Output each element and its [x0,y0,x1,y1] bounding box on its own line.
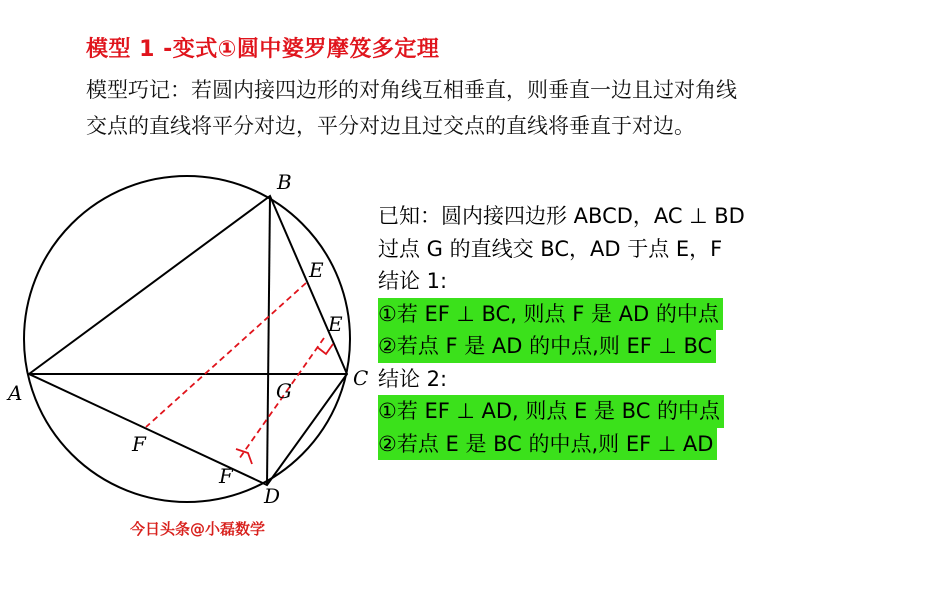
given-line-1: 已知：圆内接四边形 ABCD，AC ⊥ BD [378,204,745,228]
given-line-2: 过点 G 的直线交 BC，AD 于点 E，F [378,236,723,261]
description-line-1: 模型巧记：若圆内接四边形的对角线互相垂直，则垂直一边且过对角线 [86,78,737,102]
dashed-line-ef-1 [146,283,306,427]
watermark: 今日头条@小磊数学 [130,520,266,538]
label-f-left: F [132,432,146,456]
theorem-panel [378,200,745,460]
quadrilateral-abcd [29,196,347,485]
description-line-2: 交点的直线将平分对边，平分对边且过交点的直线将垂直于对边。 [86,114,695,138]
label-a: A [8,381,23,405]
label-b: B [277,170,292,194]
circumcircle [24,176,350,502]
label-d: D [264,484,281,508]
label-c: C [353,366,369,390]
conclusion-1-item-1: ①若 EF ⊥ BC, 则点 F 是 AD 的中点 [378,298,723,331]
label-f-bottom: F [219,464,233,488]
right-angle-mark-bc [317,344,333,354]
conclusion-2-item-1: ①若 EF ⊥ AD, 则点 E 是 BC 的中点 [378,395,724,428]
conclusion-1-item-2: ②若点 F 是 AD 的中点,则 EF ⊥ BC [378,330,716,363]
page-title: 模型 1 -变式①圆中婆罗摩笈多定理 [86,37,440,62]
diagonal-bd [267,196,270,485]
label-e-right: E [328,312,343,336]
conclusion-2-title: 结论 2: [378,366,448,391]
label-g: G [276,379,292,403]
conclusion-2-item-2: ②若点 E 是 BC 的中点,则 EF ⊥ AD [378,428,717,461]
label-e-top: E [309,258,324,282]
right-angle-mark-ad [236,449,252,464]
conclusion-1-title: 结论 1: [378,269,448,293]
